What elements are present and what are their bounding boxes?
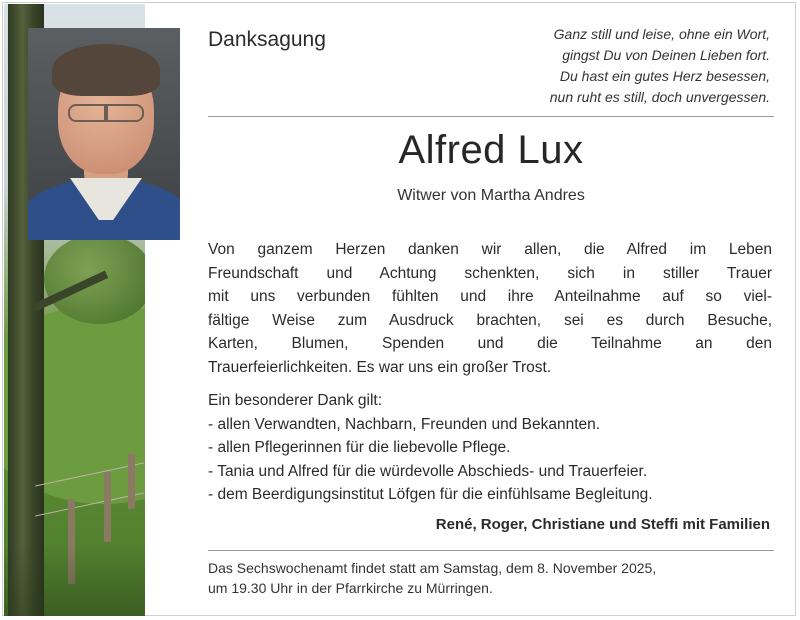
paragraph-line: Von ganzem Herzen danken wir allen, die Alfred im Leben [208, 241, 772, 258]
poem [470, 24, 770, 108]
poem-line: Du hast ein gutes Herz besessen, [559, 68, 770, 84]
deceased-name: Alfred Lux [398, 128, 584, 172]
thanks-item: - allen Verwandten, Nachbarn, Freunden und Bekannten. [208, 415, 601, 433]
portrait-photo [28, 28, 180, 240]
notice-line: Das Sechswochenamt findet statt am Samstag, dem 8. November 2025, [208, 560, 657, 576]
paragraph-line: Karten, Blumen, Spenden und die Teilnahme an den [208, 335, 772, 352]
divider-top [208, 116, 774, 117]
paragraph-line: fältige Weise zum Ausdruck brachten, sei es durch Besuche, [208, 311, 772, 329]
thanks-paragraph [208, 238, 772, 379]
grass-shadow [4, 544, 145, 616]
notice-line: um 19.30 Uhr in der Pfarrkirche zu Mürringen. [208, 580, 493, 596]
deceased-subtitle: Witwer von Martha Andres [397, 187, 585, 204]
thanks-item: - allen Pflegerinnen für die liebevolle Pflege. [208, 439, 511, 456]
divider-bottom [208, 550, 774, 551]
poem-line: gingst Du von Deinen Lieben fort. [562, 47, 770, 63]
paragraph-line: Freundschaft und Achtung schenkten, sich in stiller Trauer [208, 264, 772, 282]
thanks-item: - dem Beerdigungsinstitut Löfgen für die einfühlsame Begleitung. [208, 486, 653, 503]
paragraph-line: Trauerfeierlichkeiten. Es war uns ein großer Trost. [208, 358, 552, 376]
heading: Danksagung [208, 28, 326, 51]
poem-line: nun ruht es still, doch unvergessen. [549, 89, 770, 105]
paragraph-line: mit uns verbunden fühlten und ihre Anteilnahme auf so viel- [208, 288, 772, 305]
special-thanks [208, 389, 774, 507]
mass-notice [208, 558, 774, 598]
signature: René, Roger, Christiane und Steffi mit Familien [435, 516, 770, 533]
fence-post [128, 454, 135, 509]
thanks-intro: Ein besonderer Dank gilt: [208, 392, 383, 409]
poem-line: Ganz still und leise, ohne ein Wort, [553, 26, 770, 42]
fence-post [104, 472, 111, 542]
thanks-item: - Tania und Alfred für die würdevolle Abschieds- und Trauerfeier. [208, 462, 648, 480]
